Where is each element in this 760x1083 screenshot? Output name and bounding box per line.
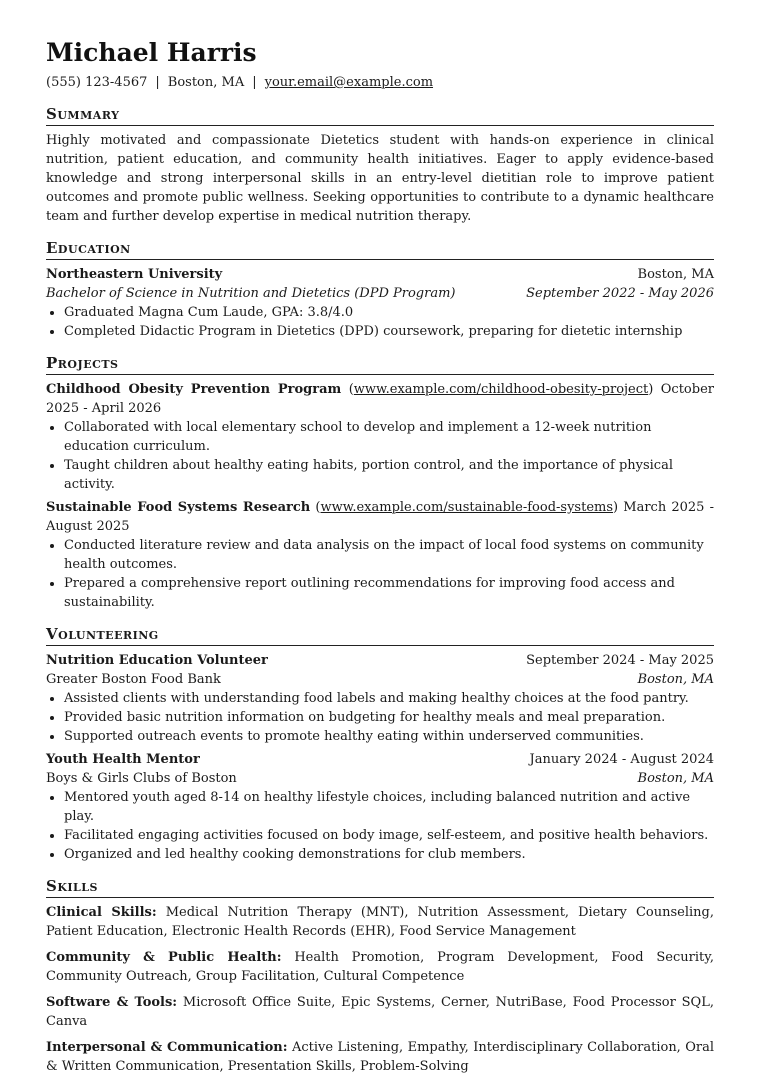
volunteer-header <box>46 651 714 670</box>
volunteer-role: Youth Health Mentor <box>46 752 200 767</box>
skill-value: Health Promotion, Program Development, Food Security, Community Outreach, Group Facilitation, Cultural Competence <box>46 950 714 984</box>
skill-value: Active Listening, Empathy, Interdisciplinary Collaboration, Oral & Written Communication, Presentation Skills, Problem-Solving <box>46 1040 714 1074</box>
skill-row <box>46 993 714 1031</box>
list-item: • Collaborated with local elementary school to develop and implement a 12-week nutrition education curriculum. <box>64 418 714 456</box>
contact-line <box>46 74 714 92</box>
project-bullets <box>46 536 714 612</box>
list-item: • Completed Didactic Program in Dietetics (DPD) coursework, preparing for dietetic internship <box>64 322 714 341</box>
list-item: • Facilitated engaging activities focused on body image, self-esteem, and positive health behaviors. <box>64 826 714 845</box>
list-item: • Supported outreach events to promote healthy eating within underserved communities. <box>64 727 714 746</box>
project-header: Childhood Obesity Prevention Program (www.example.com/childhood-obesity-project) October 2025 - April 2026 <box>46 382 714 416</box>
list-item: • Organized and led healthy cooking demonstrations for club members. <box>64 845 714 864</box>
section-title-skills: Skills <box>46 876 714 898</box>
section-title-projects: Projects <box>46 353 714 375</box>
section-title-summary: Summary <box>46 104 714 126</box>
skill-label: Interpersonal & Communication: <box>46 1040 288 1055</box>
list-item: • Taught children about healthy eating habits, portion control, and the importance of physical activity. <box>64 456 714 494</box>
volunteer-org: Greater Boston Food Bank <box>46 672 221 687</box>
volunteer-location: Boston, MA <box>637 672 714 687</box>
skill-value: Medical Nutrition Therapy (MNT), Nutrition Assessment, Dietary Counseling, Patient Education, Electronic Health Records (EHR), Food Service Management <box>46 905 714 939</box>
project-entry <box>46 498 714 612</box>
location: Boston, MA <box>167 75 245 90</box>
skill-label: Clinical Skills: <box>46 905 157 920</box>
candidate-name: Michael Harris <box>46 38 257 67</box>
volunteer-org-row <box>46 769 714 788</box>
phone: (555) 123-4567 <box>46 75 148 90</box>
list-item: • Conducted literature review and data analysis on the impact of local food systems on community health outcomes. <box>64 536 714 574</box>
skill-value: Microsoft Office Suite, Epic Systems, Cerner, NutriBase, Food Processor SQL, Canva <box>46 995 714 1029</box>
project-dates: March 2025 - August 2025 <box>46 500 714 534</box>
list-item: • Prepared a comprehensive report outlining recommendations for improving food access and sustainability. <box>64 574 714 612</box>
project-link[interactable]: www.example.com/childhood-obesity-project <box>353 382 649 397</box>
project-name: Sustainable Food Systems Research <box>46 500 311 515</box>
volunteer-bullets <box>46 788 714 864</box>
section-title-education: Education <box>46 238 714 260</box>
project-header: Sustainable Food Systems Research (www.example.com/sustainable-food-systems) March 2025 - August 2025 <box>46 500 714 534</box>
skill-row <box>46 1038 714 1076</box>
resume-page <box>46 36 714 1083</box>
separator: | <box>252 75 257 90</box>
education-bullets <box>46 303 714 341</box>
volunteer-location: Boston, MA <box>637 771 714 786</box>
volunteer-entry <box>46 750 714 864</box>
summary-text: Highly motivated and compassionate Dietetics student with hands-on experience in clinical nutrition, patient education, and community health initiatives. Eager to apply evidence-based knowledge and strong interpersonal skills in an entry-level dietitian role to improve patient outcomes and promote public wellness. Seeking opportunities to contribute to a dynamic healthcare team and further develop expertise in medical nutrition therapy. <box>46 133 714 224</box>
separator: | <box>155 75 160 90</box>
volunteer-bullets <box>46 689 714 746</box>
projects-section <box>46 353 714 612</box>
school-location: Boston, MA <box>637 267 714 282</box>
school-name: Northeastern University <box>46 267 223 282</box>
section-title-volunteering: Volunteering <box>46 624 714 646</box>
volunteer-header <box>46 750 714 769</box>
skill-label: Community & Public Health: <box>46 950 282 965</box>
email-link[interactable]: your.email@example.com <box>264 75 434 90</box>
volunteer-org: Boys & Girls Clubs of Boston <box>46 771 237 786</box>
list-item: • Graduated Magna Cum Laude, GPA: 3.8/4.0 <box>64 303 714 322</box>
education-section <box>46 238 714 341</box>
list-item: • Assisted clients with understanding food labels and making healthy choices at the food pantry. <box>64 689 714 708</box>
skills-section <box>46 876 714 1076</box>
summary-section <box>46 104 714 226</box>
volunteer-role: Nutrition Education Volunteer <box>46 653 268 668</box>
skill-row <box>46 948 714 986</box>
degree-row <box>46 284 714 303</box>
list-item: • Provided basic nutrition information on budgeting for healthy meals and meal preparation. <box>64 708 714 727</box>
list-item: • Mentored youth aged 8-14 on healthy lifestyle choices, including balanced nutrition and active play. <box>64 788 714 826</box>
volunteer-org-row <box>46 670 714 689</box>
project-link[interactable]: www.example.com/sustainable-food-systems <box>320 500 614 515</box>
skill-label: Software & Tools: <box>46 995 178 1010</box>
degree: Bachelor of Science in Nutrition and Dietetics (DPD Program) <box>46 286 456 301</box>
project-entry <box>46 380 714 494</box>
volunteer-dates: January 2024 - August 2024 <box>529 752 714 767</box>
project-dates: October 2025 - April 2026 <box>46 382 714 416</box>
education-header <box>46 265 714 284</box>
education-dates: September 2022 - May 2026 <box>526 286 714 301</box>
skill-row <box>46 903 714 941</box>
volunteer-dates: September 2024 - May 2025 <box>526 653 714 668</box>
project-bullets <box>46 418 714 494</box>
project-name: Childhood Obesity Prevention Program <box>46 382 342 397</box>
volunteering-section <box>46 624 714 864</box>
volunteer-entry <box>46 651 714 746</box>
